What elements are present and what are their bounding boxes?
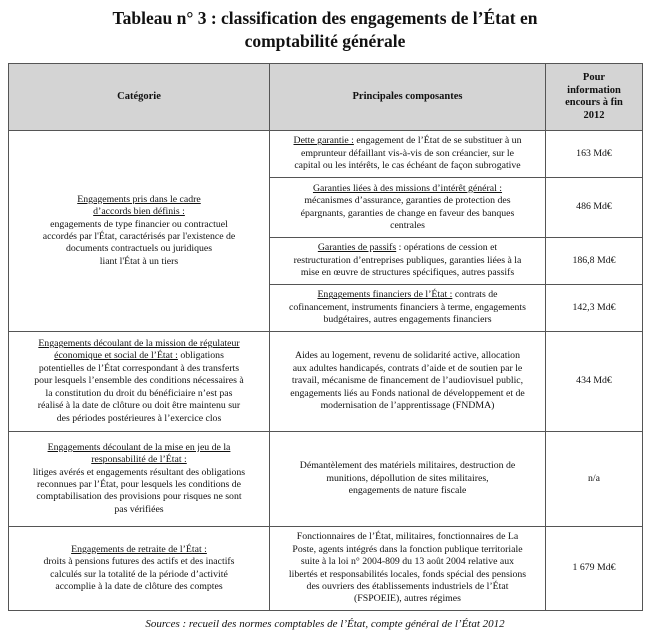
component-text: (FSPOEIE), autres régimes bbox=[354, 593, 461, 605]
category-text: pas vérifiées bbox=[114, 503, 164, 515]
component-cell-regulator bbox=[270, 332, 546, 432]
component-text: restructuration d’entreprises publiques, garanties liées à la bbox=[293, 254, 522, 266]
component-text: travail, mécanisme de financement de l’audiovisuel public, bbox=[291, 375, 524, 387]
component-cell-engagements-financiers bbox=[270, 285, 546, 332]
category-text: liant l'État à un tiers bbox=[99, 255, 179, 267]
component-text: capital ou les intérêts, le cas échéant de façon subrogative bbox=[294, 160, 521, 172]
category-text: accordés par l'État, caractérisés par l'existence de bbox=[42, 231, 236, 242]
amount-cell: 142,3 Md€ bbox=[546, 285, 643, 332]
component-text: Fonctionnaires de l’État, militaires, fonctionnaires de La bbox=[296, 531, 519, 543]
category-title: Engagements pris dans le cadre bbox=[77, 193, 201, 205]
header-amount-line: Pour bbox=[582, 72, 606, 83]
component-text: engagement de l’État de se substituer à un bbox=[353, 135, 522, 147]
header-row bbox=[9, 64, 643, 131]
category-text: potentielles de l’État correspondant à des transferts bbox=[38, 362, 240, 374]
component-text: mise en œuvre de structures spécifiques, autres passifs bbox=[300, 267, 515, 279]
table-row bbox=[9, 432, 643, 527]
category-text: calculés sur la totalité de la période d’activité bbox=[50, 568, 228, 580]
amount-cell: 186,8 Md€ bbox=[546, 238, 643, 285]
category-text: des périodes postérieures à l’exercice clos bbox=[56, 412, 222, 424]
header-category: Catégorie bbox=[9, 64, 270, 131]
component-cell-garanties-interet-general bbox=[270, 178, 546, 238]
category-title: Engagements découlant de la mise en jeu de la bbox=[47, 441, 231, 453]
category-text: documents contractuels ou juridiques bbox=[65, 243, 213, 255]
category-cell-regulator bbox=[9, 332, 270, 432]
component-text: épargnants, garanties de change en faveur des banques bbox=[300, 207, 515, 219]
category-title: économique et social de l’État : bbox=[54, 350, 178, 362]
component-text: engagements de nature fiscale bbox=[348, 485, 467, 497]
table-row bbox=[9, 332, 643, 432]
component-text: suite à la loi n° 2004-809 du 13 août 2004 relative aux bbox=[300, 556, 515, 568]
category-text: pour lesquels l’ensemble des conditions nécessaires à bbox=[34, 375, 244, 387]
component-heading: Garanties liées à des missions d’intérêt général : bbox=[312, 182, 503, 194]
category-title: Engagements découlant de la mission de régulateur bbox=[38, 338, 240, 350]
component-text: centrales bbox=[390, 219, 425, 231]
component-cell-garanties-passifs bbox=[270, 238, 546, 285]
component-cell-responsibility bbox=[270, 432, 546, 527]
title-line-2: comptabilité générale bbox=[244, 31, 406, 51]
header-amount-line: 2012 bbox=[583, 109, 605, 121]
category-text: comptabilisation des provisions pour risques ne sont bbox=[36, 491, 242, 503]
amount-cell: 486 Md€ bbox=[546, 178, 643, 238]
component-heading: Garanties de passifs bbox=[317, 242, 397, 254]
category-text: litiges avérés et engagements résultant des obligations bbox=[32, 466, 246, 478]
header-amount-line: information bbox=[567, 84, 621, 96]
engagements-table bbox=[8, 63, 643, 611]
amount-cell: 1 679 Md€ bbox=[546, 527, 643, 611]
component-cell-pensions bbox=[270, 527, 546, 611]
component-text: libertés et responsabilités locales, fonds spécial des pensions bbox=[288, 568, 527, 580]
category-cell-pensions bbox=[9, 527, 270, 611]
component-text: contrats de bbox=[452, 289, 498, 301]
component-text: munitions, dépollution de sites militaires, bbox=[326, 472, 489, 484]
category-title: responsabilité de l’État : bbox=[91, 454, 187, 466]
component-text: mécanismes d’assurance, garanties de protection des bbox=[304, 195, 511, 207]
category-cell-responsibility bbox=[9, 432, 270, 527]
component-cell-dette-garantie bbox=[270, 131, 546, 178]
category-text: droits à pensions futures des actifs et des inactifs bbox=[43, 556, 235, 568]
category-title: Engagements de retraite de l’État : bbox=[71, 543, 207, 555]
amount-cell: n/a bbox=[546, 432, 643, 527]
table-row bbox=[9, 527, 643, 611]
component-text: emprunteur défaillant vis-à-vis de son créancier, sur le bbox=[301, 147, 514, 159]
header-components: Principales composantes bbox=[270, 64, 546, 131]
category-text: la constitution du droit du bénéficiaire n’est pas bbox=[45, 387, 233, 399]
category-text: obligations bbox=[177, 350, 224, 362]
component-text: aux adultes handicapés, contrats d’aide et de soutien par le bbox=[292, 362, 523, 374]
component-text: Aides au logement, revenu de solidarité active, allocation bbox=[295, 350, 520, 362]
table-title bbox=[0, 0, 650, 52]
component-text: : opérations de cession et bbox=[396, 242, 498, 254]
category-text: accomplie à la date de clôture des comptes bbox=[55, 580, 223, 592]
sources-footnote: Sources : recueil des normes comptables de l’État, compte général de l’État 2012 bbox=[145, 618, 505, 630]
table-row bbox=[9, 131, 643, 178]
component-text: Démantèlement des matériels militaires, destruction de bbox=[299, 460, 516, 472]
title-line-1: Tableau n° 3 : classification des engagements de l’État en bbox=[112, 8, 538, 28]
category-text: reconnues par l’État, pour lesquels les conditions de bbox=[36, 479, 242, 490]
component-text: Poste, agents intégrés dans la fonction publique territoriale bbox=[292, 543, 523, 555]
category-text: engagements de type financier ou contractuel bbox=[50, 218, 228, 230]
header-amount bbox=[546, 64, 643, 131]
category-cell-agreements bbox=[9, 131, 270, 332]
category-text: réalisé à la date de clôture ou doit être maintenu sur bbox=[37, 400, 241, 412]
amount-cell: 434 Md€ bbox=[546, 332, 643, 432]
component-text: engagements liés au Fonds national de développement et de bbox=[290, 387, 525, 399]
component-text: cofinancement, instruments financiers à terme, engagements bbox=[289, 301, 526, 313]
header-amount-line: encours à fin bbox=[565, 97, 623, 108]
component-heading: Engagements financiers de l’État : bbox=[317, 289, 453, 301]
component-text: des ouvriers des établissements industriels de l’État bbox=[306, 580, 509, 592]
component-heading: Dette garantie : bbox=[293, 135, 354, 147]
component-text: budgétaires, autres engagements financiers bbox=[323, 314, 492, 326]
component-text: modernisation de l’apprentissage (FNDMA) bbox=[320, 400, 495, 412]
amount-cell: 163 Md€ bbox=[546, 131, 643, 178]
category-title: d’accords bien définis : bbox=[93, 206, 185, 218]
